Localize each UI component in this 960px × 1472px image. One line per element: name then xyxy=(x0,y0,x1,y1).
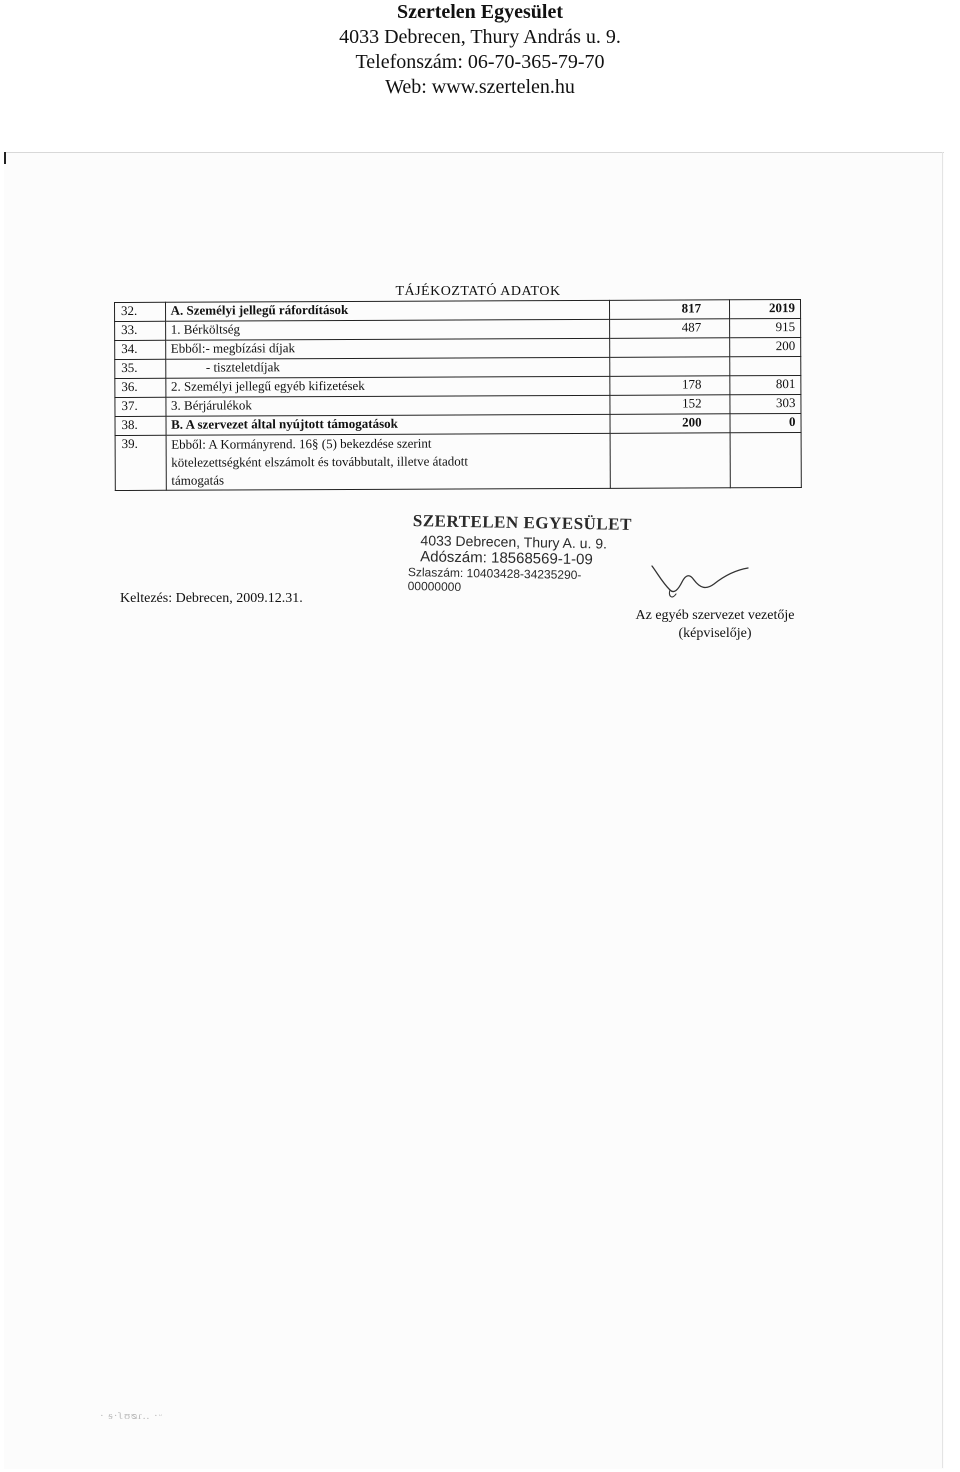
row-label: - tiszteletdíjak xyxy=(165,357,610,378)
row-curr-value: 915 xyxy=(730,319,801,338)
row-prev-value xyxy=(610,357,730,377)
report-table xyxy=(114,299,802,491)
org-web: Web: www.szertelen.hu xyxy=(385,76,575,98)
org-phone: Telefonszám: 06-70-365-79-70 xyxy=(355,51,605,73)
row-number: 37. xyxy=(115,397,166,416)
row-curr-value xyxy=(730,357,801,376)
signer-title: Az egyéb szervezet vezetője xyxy=(635,608,795,623)
row-label-line: Ebből: A Kormányrend. 16§ (5) bekezdése szerint xyxy=(171,435,432,452)
row-curr-value: 801 xyxy=(730,376,801,395)
row-number: 39. xyxy=(115,435,166,490)
row-label: 3. Bérjárulékok xyxy=(165,395,610,416)
row-number: 35. xyxy=(115,359,166,378)
row-curr-value xyxy=(730,433,801,488)
scan-edge-mark xyxy=(4,152,6,164)
row-label-line: kötelezettségként elszámolt és továbbutalt, illetve átadott xyxy=(171,453,469,470)
row-curr-value: 200 xyxy=(730,338,801,357)
footer-smudge: · ᵴ·ʅʊᴓɾ.. ·ᵕ xyxy=(100,1410,163,1422)
row-prev-value: 817 xyxy=(610,300,730,320)
letterhead xyxy=(0,0,960,100)
row-prev-value xyxy=(610,433,730,489)
row-number: 38. xyxy=(115,416,166,435)
org-address: 4033 Debrecen, Thury András u. 9. xyxy=(339,26,621,48)
stamp-line-taxno: Adószám: 18568569-1-09 xyxy=(420,548,593,569)
row-prev-value: 152 xyxy=(610,395,730,415)
section-title: TÁJÉKOZTATÓ ADATOK xyxy=(395,284,561,299)
row-label: A. Személyi jellegű ráfordítások xyxy=(165,300,610,321)
row-curr-value: 0 xyxy=(730,414,801,433)
row-curr-value: 303 xyxy=(730,395,801,414)
signer-subtitle: (képviselője) xyxy=(678,626,752,641)
row-number: 36. xyxy=(115,378,166,397)
row-prev-value: 487 xyxy=(610,319,730,339)
stamp-line-account: Szlaszám: 10403428-34235290-00000000 xyxy=(407,565,582,594)
stamp-line-address: 4033 Debrecen, Thury A. u. 9. xyxy=(420,532,608,552)
row-label: B. A szervezet által nyújtott támogatások xyxy=(166,414,611,435)
handwritten-signature xyxy=(648,560,758,610)
org-name: Szertelen Egyesület xyxy=(396,1,564,23)
row-label xyxy=(166,433,611,490)
row-number: 32. xyxy=(115,302,166,321)
row-prev-value: 200 xyxy=(610,414,730,434)
stamp-line-name: SZERTELEN EGYESÜLET xyxy=(412,511,633,534)
row-label-line: támogatás xyxy=(171,472,225,488)
scan-edge-line xyxy=(942,152,943,1468)
row-number: 34. xyxy=(115,340,166,359)
table-row xyxy=(115,433,801,491)
row-label: Ebből:- megbízási díjak xyxy=(165,338,610,359)
signer-caption xyxy=(620,607,810,643)
row-number: 33. xyxy=(115,321,166,340)
date-line: Keltezés: Debrecen, 2009.12.31. xyxy=(120,591,303,606)
row-label: 1. Bérköltség xyxy=(165,319,610,340)
row-prev-value: 178 xyxy=(610,376,730,396)
row-prev-value xyxy=(610,338,730,358)
row-label: 2. Személyi jellegű egyéb kifizetések xyxy=(165,376,610,397)
row-curr-value: 2019 xyxy=(730,300,801,319)
organization-stamp xyxy=(404,511,635,597)
